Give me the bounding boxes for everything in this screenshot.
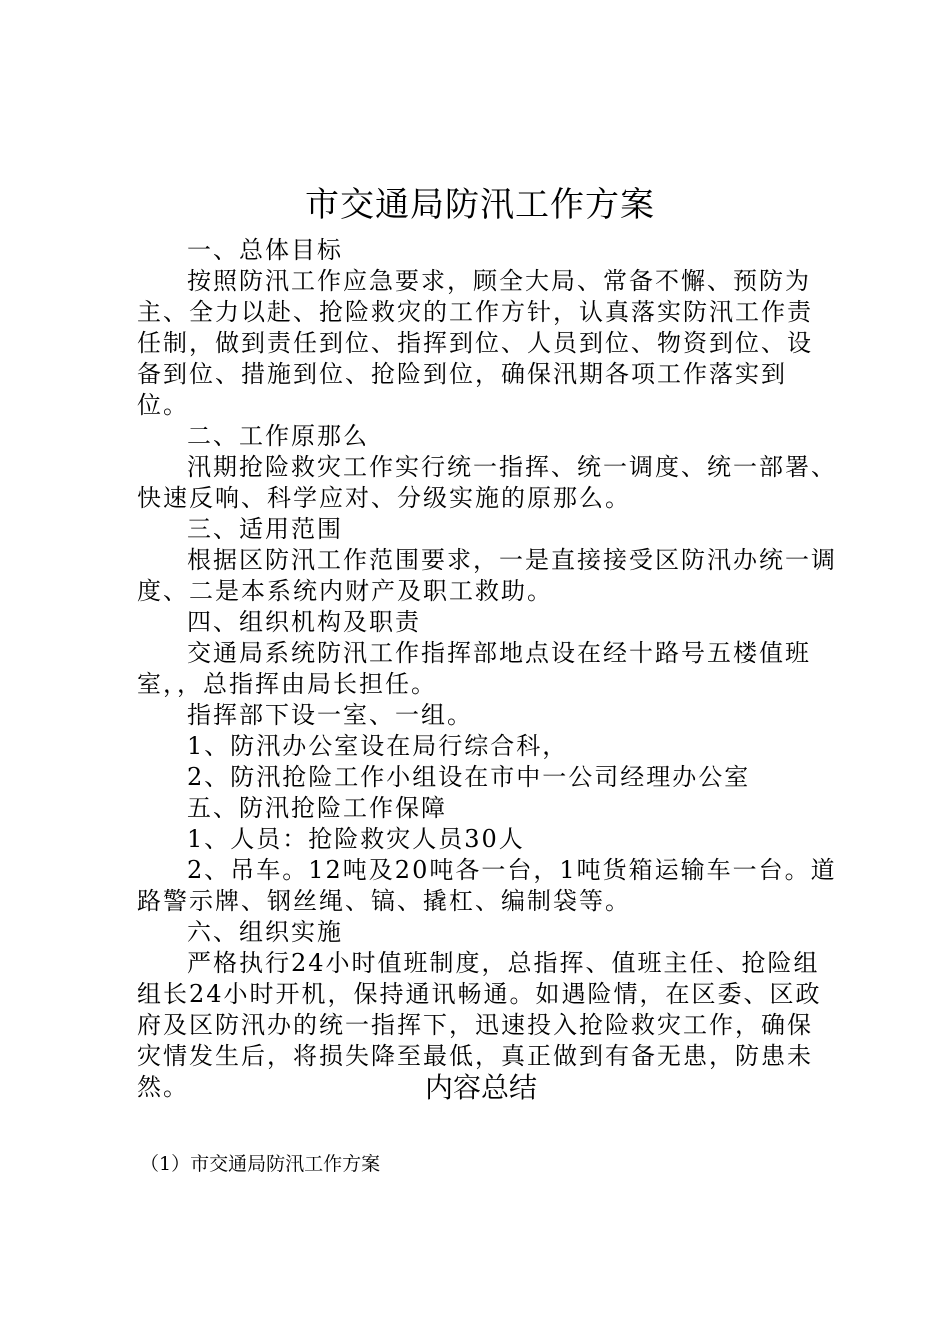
paragraph-scope: 根据区防汛工作范围要求，一是直接接受区防汛办统一调度、二是本系统内财产及职工救助。: [137, 546, 837, 605]
paragraph-support-personnel: 1、人员：抢险救灾人员30人: [187, 825, 525, 853]
paragraph-goal: 按照防汛工作应急要求，顾全大局、常备不懈、预防为主、全力以赴、抢险救灾的工作方针，认真落实防汛工作责任制，做到责任到位、指挥到位、人员到位、物资到位、设备到位、措施到位、抢险到位，确保汛期各项工作落实到位。: [137, 267, 813, 419]
document-title: 市交通局防汛工作方案: [305, 185, 655, 225]
section-heading-scope: 三、适用范围: [187, 515, 343, 543]
paragraph-organization-units: 指挥部下设一室、一组。: [187, 701, 473, 729]
paragraph-organization-office: 1、防汛办公室设在局行综合科，: [187, 732, 569, 760]
paragraph-implementation: 严格执行24小时值班制度，总指挥、值班主任、抢险组组长24小时开机，保持通讯畅通。如遇险情，在区委、区政府及区防汛办的统一指挥下，迅速投入抢险救灾工作，确保灾情发生后，将损失降至最低，真正做到有备无患，防患未然。: [137, 949, 822, 1101]
document-body: [137, 235, 837, 1103]
section-heading-goal: 一、总体目标: [187, 236, 343, 264]
section-heading-organization: 四、组织机构及职责: [187, 608, 421, 636]
section-heading-principle: 二、工作原那么: [187, 422, 369, 450]
paragraph-principle: 汛期抢险救灾工作实行统一指挥、统一调度、统一部署、快速反响、科学应对、分级实施的原那么。: [137, 453, 837, 512]
section-heading-implementation: 六、组织实施: [187, 918, 343, 946]
paragraph-support-equipment: 2、吊车。12吨及20吨各一台，1吨货箱运输车一台。道路警示牌、钢丝绳、镐、撬杠、编制袋等。: [137, 856, 837, 915]
paragraph-organization-team: 2、防汛抢险工作小组设在市中一公司经理办公室: [187, 763, 751, 791]
summary-title: 内容总结: [424, 1071, 537, 1104]
section-heading-support: 五、防汛抢险工作保障: [187, 794, 447, 822]
summary-item: （1）市交通局防汛工作方案: [140, 1153, 381, 1175]
paragraph-organization-location: 交通局系统防汛工作指挥部地点设在经十路号五楼值班室，，总指挥由局长担任。: [137, 639, 811, 698]
